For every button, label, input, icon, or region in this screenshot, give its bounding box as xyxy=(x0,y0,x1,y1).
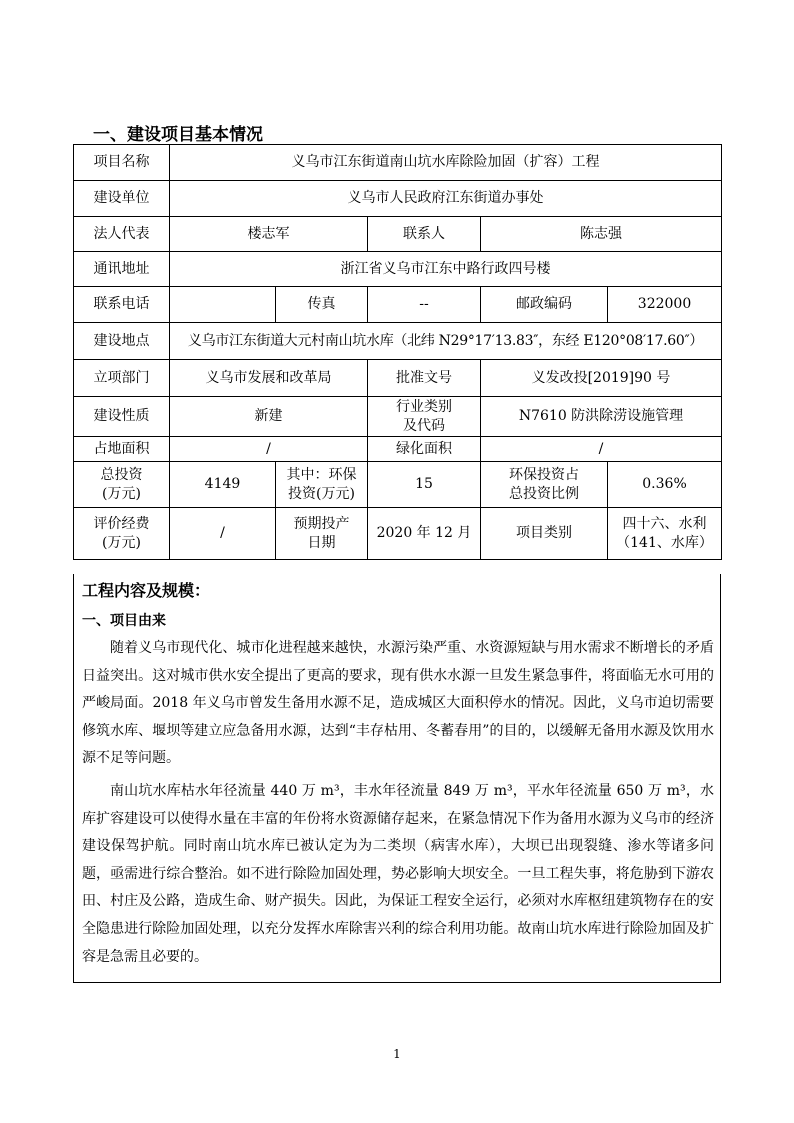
category-line2: （141、水库） xyxy=(616,534,713,551)
approval-label: 批准文号 xyxy=(368,360,481,397)
invest-label-line1: 总投资 xyxy=(100,466,143,483)
phone-value xyxy=(170,287,276,323)
contact-label: 联系人 xyxy=(368,217,481,252)
contact-value: 陈志强 xyxy=(481,217,722,252)
category-label: 项目类别 xyxy=(481,508,608,560)
category-line1: 四十六、水利 xyxy=(622,515,707,532)
date-label xyxy=(276,508,368,560)
phone-label: 联系电话 xyxy=(74,287,170,323)
date-value: 2020 年 12 月 xyxy=(368,508,481,560)
postcode-label: 邮政编码 xyxy=(481,287,608,323)
fee-value: / xyxy=(170,508,276,560)
fax-label: 传真 xyxy=(276,287,368,323)
date-label-line1: 预期投产 xyxy=(293,515,350,532)
industry-label-line2: 及代码 xyxy=(403,417,445,434)
content-subtitle: 一、项目由来 xyxy=(82,613,166,629)
area-value: / xyxy=(170,437,368,462)
industry-value: N7610 防洪除涝设施管理 xyxy=(481,397,722,437)
area-label: 占地面积 xyxy=(74,437,170,462)
green-value: / xyxy=(481,437,722,462)
ratio-label-line2: 总投资比例 xyxy=(509,485,579,502)
nature-value: 新建 xyxy=(170,397,368,437)
legal-rep-value: 楼志军 xyxy=(170,217,368,252)
fax-value: -- xyxy=(368,287,481,323)
dept-value: 义乌市发展和改革局 xyxy=(170,360,368,397)
env-invest-label-line1: 其中：环保 xyxy=(286,466,357,483)
unit-label: 建设单位 xyxy=(74,181,170,217)
content-title: 工程内容及规模： xyxy=(82,581,211,600)
date-label-line2: 日期 xyxy=(307,534,336,551)
location-value: 义乌市江东街道大元村南山坑水库（北纬 N29°17′13.83″，东经 E120°08′17.60″） xyxy=(170,323,722,360)
paragraph-1: 随着义乌市现代化、城市化进程越来越快，水源污染严重、水资源短缺与用水需求不断增长的矛盾日益突出。这对城市供水安全提出了更高的要求，现有供水水源一旦发生紧急事件，将面临无水可用的严峻局面。2018 年义乌市曾发生备用水源不足，造成城区大面积停水的情况。因此，义乌市迫切需要修筑水库、堰坝等建立应急备用水源，达到“丰存枯用、冬蓄春用”的目的，以缓解无备用水源及饮用水源不足等问题。 xyxy=(82,640,714,767)
fee-label-line1: 评价经费 xyxy=(93,515,150,532)
address-value: 浙江省义乌市江东中路行政四号楼 xyxy=(170,252,722,287)
dept-label: 立项部门 xyxy=(74,360,170,397)
ratio-label-line1: 环保投资占 xyxy=(509,466,579,483)
ratio-value: 0.36% xyxy=(608,462,722,508)
invest-value: 4149 xyxy=(170,462,276,508)
category-value xyxy=(608,508,722,560)
location-label: 建设地点 xyxy=(74,323,170,360)
env-invest-label xyxy=(276,462,368,508)
approval-value: 义发改投[2019]90 号 xyxy=(481,360,722,397)
invest-label-line2: (万元) xyxy=(102,485,141,502)
green-label: 绿化面积 xyxy=(368,437,481,462)
nature-label: 建设性质 xyxy=(74,397,170,437)
fee-label-line2: (万元) xyxy=(102,534,141,551)
postcode-value: 322000 xyxy=(608,287,722,323)
unit-value: 义乌市人民政府江东街道办事处 xyxy=(170,181,722,217)
fee-label xyxy=(74,508,170,560)
project-name-label: 项目名称 xyxy=(74,145,170,181)
industry-label-line1: 行业类别 xyxy=(396,398,452,415)
invest-label xyxy=(74,462,170,508)
address-label: 通讯地址 xyxy=(74,252,170,287)
section-heading: 一、建设项目基本情况 xyxy=(93,125,263,145)
ratio-label xyxy=(481,462,608,508)
env-invest-label-line2: 投资(万元) xyxy=(288,485,355,502)
project-name-value: 义乌市江东街道南山坑水库除险加固（扩容）工程 xyxy=(170,145,722,181)
project-info-table xyxy=(73,144,722,560)
legal-rep-label: 法人代表 xyxy=(74,217,170,252)
env-invest-value: 15 xyxy=(368,462,481,508)
page-number: 1 xyxy=(393,1047,401,1061)
paragraph-2: 南山坑水库枯水年径流量 440 万 m³，丰水年径流量 849 万 m³，平水年径流量 650 万 m³，水库扩容建设可以使得水量在丰富的年份将水资源储存起来，在紧急情况下作为备用水源为义乌市的经济建设保驾护航。同时南山坑水库已被认定为为二类坝（病害水库），大坝已出现裂缝、渗水等诸多问题，亟需进行综合整治。如不进行除险加固处理，势必影响大坝安全。一旦工程失事，将危胁到下游农田、村庄及公路，造成生命、财产损失。因此，为保证工程安全运行，必须对水库枢纽建筑物存在的安全隐患进行除险加固处理，以充分发挥水库除害兴利的综合利用功能。故南山坑水库进行除险加固及扩容是急需且必要的。 xyxy=(82,783,714,965)
content-block xyxy=(73,574,721,983)
industry-label xyxy=(368,397,481,437)
